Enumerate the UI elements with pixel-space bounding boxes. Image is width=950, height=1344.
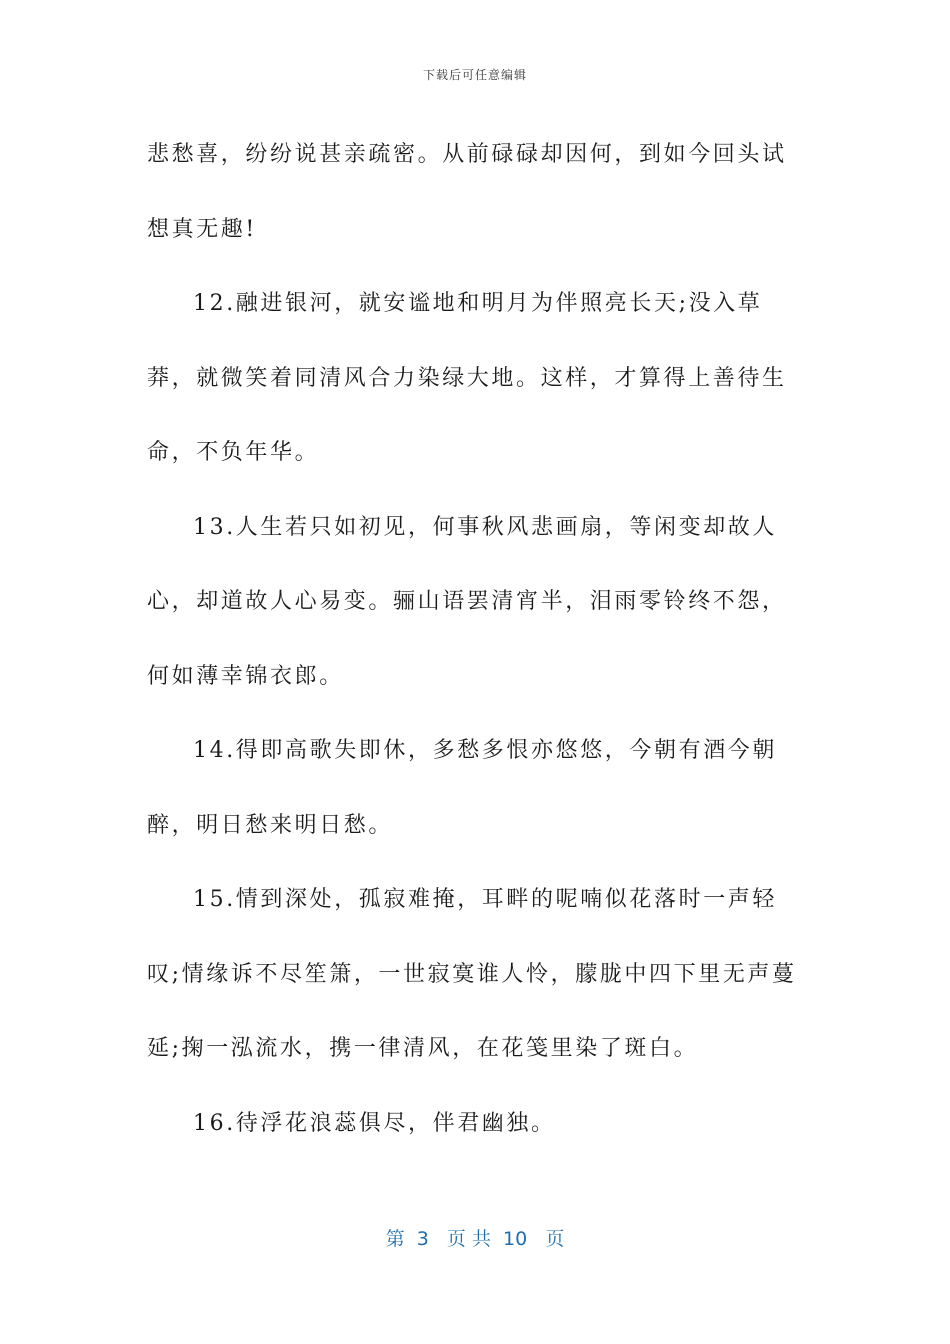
paragraph-continuation: 悲愁喜，纷纷说甚亲疏密。从前碌碌却因何，到如今回头试想真无趣! [147,142,787,242]
page-header-note: 下载后可任意编辑 [422,68,527,82]
paragraph-13: 13.人生若只如初见，何事秋风悲画扇，等闲变却故人心，却道故人心易变。骊山语罢清宵半，泪雨零铃终不怨，何如薄幸锦衣郎。 [147,514,787,689]
paragraph-16: 16.待浮花浪蕊俱尽，伴君幽独。 [193,1110,556,1136]
paragraph-15: 15.情到深处，孤寂难掩，耳畔的呢喃似花落时一声轻叹;情缘诉不尽笙箫，一世寂寞谁人怜，朦胧中四下里无声蔓延;掬一泓流水，携一律清风，在花笺里染了斑白。 [147,887,797,1061]
document-body [147,118,807,1161]
page-number-footer: 第 3 页 共 10 页 [385,1228,565,1250]
paragraph-12: 12.融进银河，就安谧地和明月为伴照亮长天;没入草莽，就微笑着同清风合力染绿大地。这样，才算得上善待生命，不负年华。 [147,291,787,465]
paragraph-14: 14.得即高歌失即休，多愁多恨亦悠悠，今朝有酒今朝醉，明日愁来明日愁。 [147,738,777,838]
